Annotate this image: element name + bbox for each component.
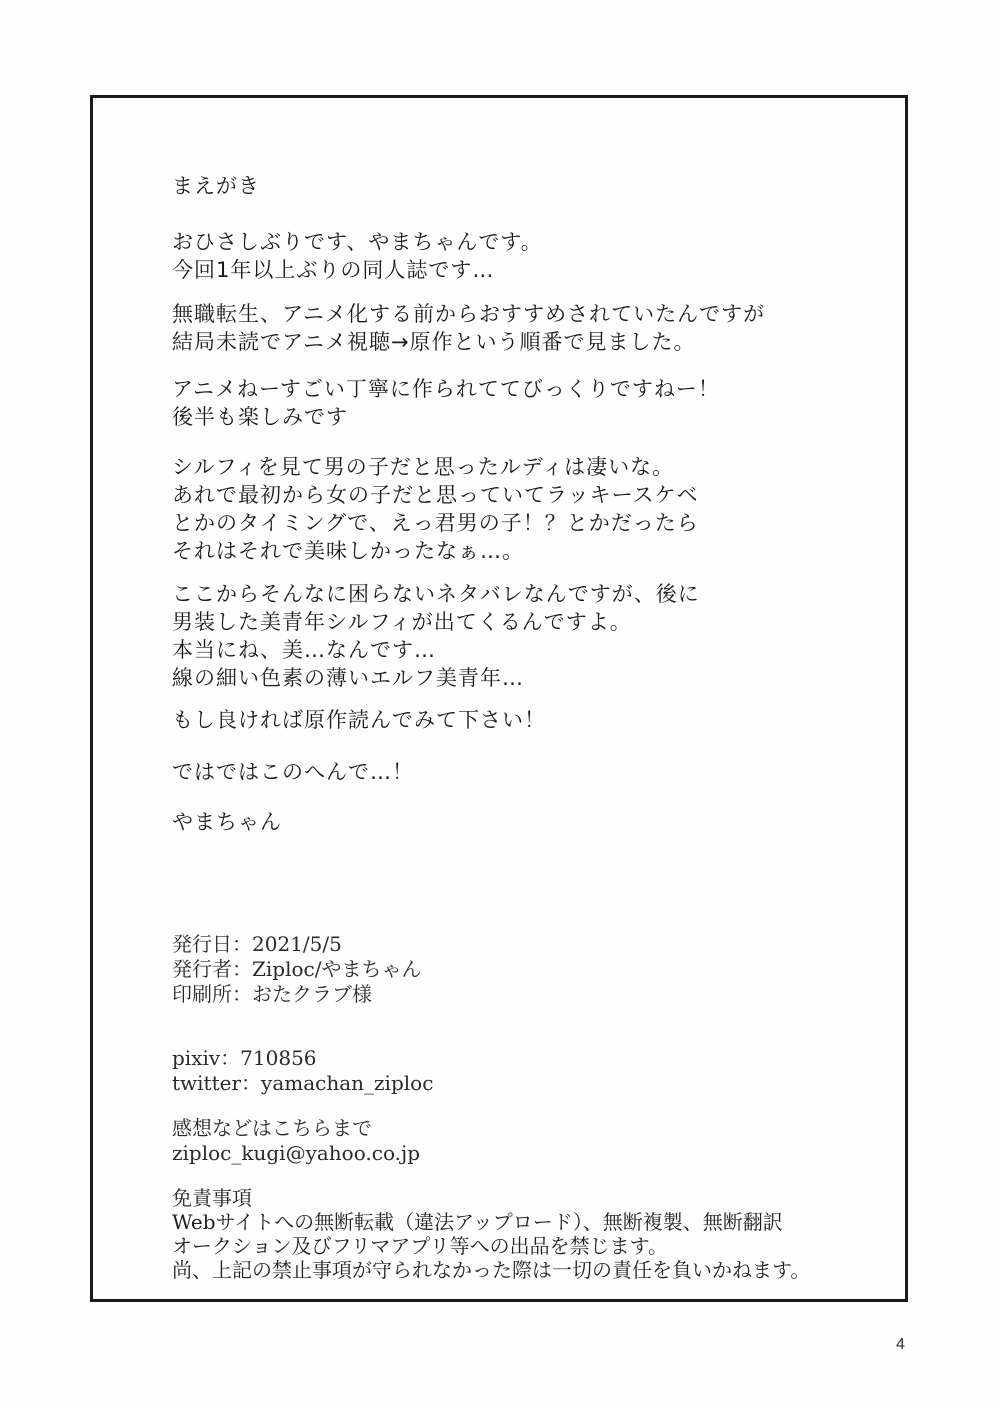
preface-paragraph-4: シルフィを見て男の子だと思ったルディは凄いな。 あれで最初から女の子だと思っていてラッキースケベ とかのタイミングで、えっ君男の子！？とかだったら それはそれで美味しかったなぁ…。 [172,455,699,563]
publisher: 発行者：Ziploc/やまちゃん [172,957,422,981]
colophon-publication [172,932,421,1007]
disclaimer-line: オークション及びフリマアプリ等への出品を禁じます。 [172,1234,668,1258]
twitter-handle: twitter：yamachan_ziploc [172,1071,434,1095]
preface-paragraph-7: ではではこのへんで…！ [172,760,414,784]
disclaimer-line: Webサイトへの無断転載（違法アップロード）、無断複製、無断翻訳 [172,1210,783,1234]
disclaimer [172,1186,810,1282]
printer: 印刷所：おたクラブ様 [172,982,372,1006]
preface-paragraph-1: おひさしぶりです、やまちゃんです。 今回1年以上ぶりの同人誌です… [172,230,543,282]
preface-paragraph-5: ここからそんなに困らないネタバレなんですが、後に 男装した美青年シルフィが出てくるんですよ。 本当にね、美…なんです… 線の細い色素の薄いエルフ美青年… [172,582,700,690]
colophon-contact [172,1116,420,1166]
contact-email: ziploc_kugi@yahoo.co.jp [172,1141,421,1165]
colophon-social [172,1046,433,1096]
preface-paragraph-3: アニメねーすごい丁寧に作られててびっくりですねー！ 後半も楽しみです [172,377,720,429]
preface-signature: やまちゃん [172,810,282,834]
preface-paragraph-6: もし良ければ原作読んでみて下さい！ [172,708,546,732]
page-number: 4 [896,1336,905,1353]
pixiv-id: pixiv：710856 [172,1046,317,1070]
preface-heading: まえがき [172,174,260,198]
disclaimer-line: 尚、上記の禁止事項が守られなかった際は一切の責任を負いかねます。 [172,1258,811,1282]
contact-label: 感想などはこちらまで [172,1116,372,1140]
preface-paragraph-2: 無職転生、アニメ化する前からおすすめされていたんですが 結局未読でアニメ視聴→原作という順番で見ました。 [172,302,766,354]
issue-date: 発行日：2021/5/5 [172,932,342,956]
disclaimer-heading: 免責事項 [172,1186,252,1210]
